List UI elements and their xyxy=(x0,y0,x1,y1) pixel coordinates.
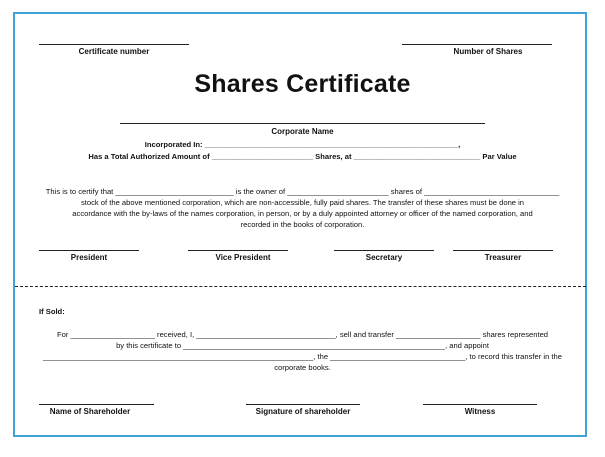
incorporated-in-line: Incorporated In: ____________________________________________________________, xyxy=(144,140,461,149)
shareholder-signature-line xyxy=(246,404,360,405)
shareholder-signature-label: Signature of shareholder xyxy=(255,407,351,416)
certificate-title: Shares Certificate xyxy=(194,70,411,98)
sold-line-4: corporate books. xyxy=(274,363,331,372)
witness-signature-line xyxy=(423,404,537,405)
shareholder-name-line xyxy=(39,404,154,405)
certificate-number-line xyxy=(39,44,189,45)
corporate-name-line xyxy=(120,123,485,124)
sold-line-2: by this certificate to ______________________________________________________________, and appoint xyxy=(116,341,489,350)
body-line-4: recorded in the books of corporation. xyxy=(240,220,365,229)
president-label: President xyxy=(70,253,108,262)
treasurer-label: Treasurer xyxy=(484,253,522,262)
body-line-3: accordance with the by-laws of the names corporation, in person, or by a duly appointed attorney or officer of the named corporation, and xyxy=(72,209,533,218)
shareholder-name-label: Name of Shareholder xyxy=(49,407,131,416)
number-of-shares-line xyxy=(402,44,552,45)
secretary-label: Secretary xyxy=(365,253,403,262)
sold-line-3: ________________________________________________________________, the ________________________________, to record this transfer in the xyxy=(43,352,562,361)
cut-line xyxy=(15,286,586,287)
corporate-name-label: Corporate Name xyxy=(271,127,334,136)
treasurer-signature-line xyxy=(453,250,553,251)
vice-president-signature-line xyxy=(188,250,288,251)
number-of-shares-label: Number of Shares xyxy=(453,47,523,56)
authorized-amount-line: Has a Total Authorized Amount of ________________________ Shares, at ______________________________ Par Value xyxy=(88,152,517,161)
if-sold-heading: If Sold: xyxy=(39,307,65,316)
president-signature-line xyxy=(39,250,139,251)
body-line-2: stock of the above mentioned corporation, which are non-accessible, fully paid shares. The transfer of these shares must be done in xyxy=(80,198,525,207)
vice-president-label: Vice President xyxy=(215,253,271,262)
secretary-signature-line xyxy=(334,250,434,251)
certificate-number-label: Certificate number xyxy=(78,47,150,56)
sold-line-1: For ____________________ received, I, _________________________________, sell and transfer ____________________ shares represented xyxy=(56,330,549,339)
witness-label: Witness xyxy=(464,407,496,416)
body-line-1: This is to certify that ____________________________ is the owner of ________________________ shares of ________________________________ xyxy=(45,187,560,196)
